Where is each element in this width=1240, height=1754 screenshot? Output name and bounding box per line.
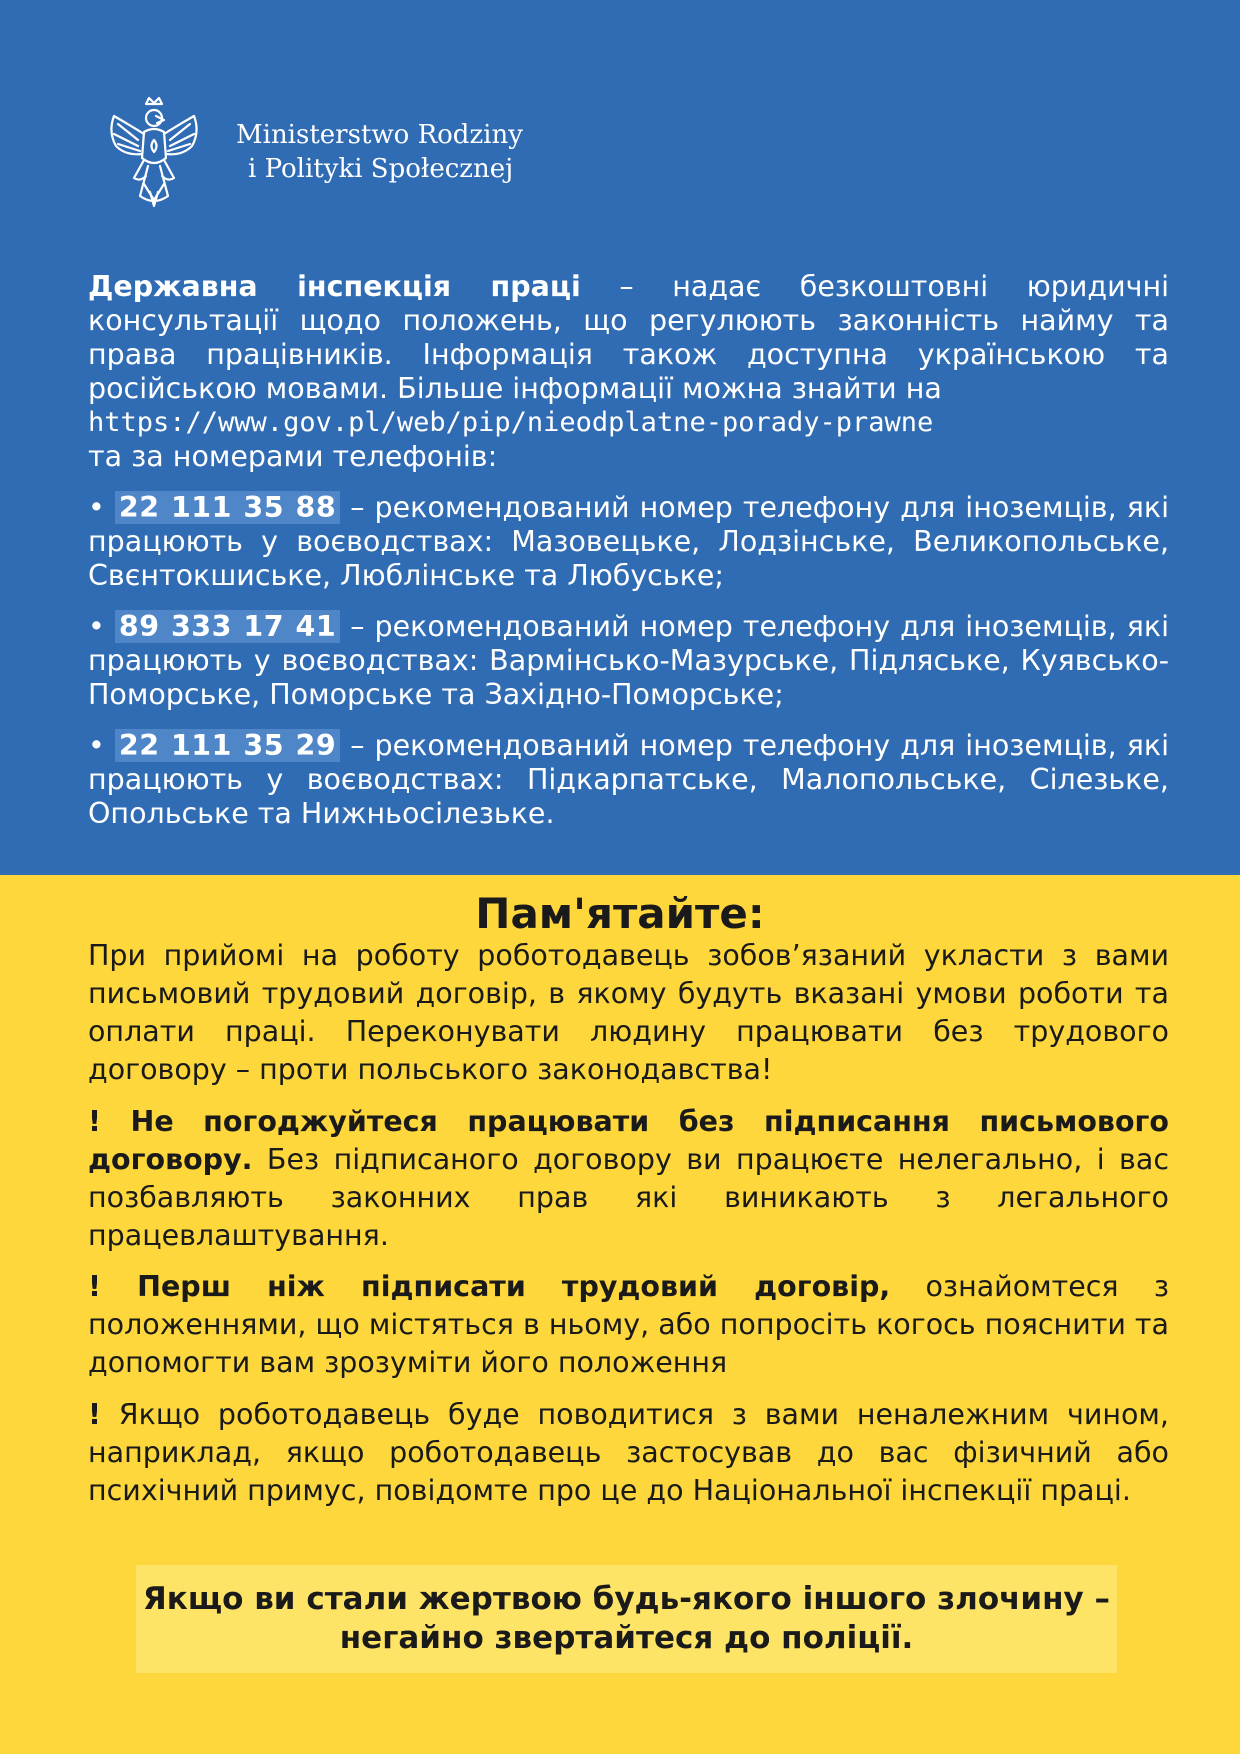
police-notice-box bbox=[136, 1565, 1117, 1673]
info-section-blue bbox=[0, 0, 1240, 875]
bullet: • bbox=[88, 729, 105, 762]
police-notice-line1: Якщо ви стали жертвою будь-якого іншого злочину – bbox=[142, 1581, 1111, 1617]
warning-text: Якщо роботодавець буде поводитися з вами неналежним чином, наприклад, якщо роботодавець застосував до вас фізичний або психічний примус, повідомте про це до Національної інспекції праці. bbox=[88, 1398, 1169, 1507]
remember-paragraph: При прийомі на роботу роботодавець зобов’язаний укласти з вами письмовий трудовий договір, в якому будуть вказані умови роботи та оплати праці. Переконувати людину працювати без трудового договору – проти польського законодавства! bbox=[88, 939, 1169, 1086]
warning-text: Без підписаного договору ви працюєте нелегально, і вас позбавляють законних прав які виникають з легального працевлаштування. bbox=[88, 1143, 1169, 1252]
intro-tail: та за номерами телефонів: bbox=[88, 440, 498, 473]
phone-item bbox=[88, 491, 1169, 593]
ministry-name bbox=[236, 118, 523, 186]
bullet: • bbox=[88, 491, 105, 524]
phone-number[interactable]: 22 111 35 88 bbox=[115, 491, 340, 524]
phone-number[interactable]: 89 333 17 41 bbox=[115, 610, 340, 643]
police-notice-line2: негайно звертайтеся до поліції. bbox=[339, 1620, 914, 1656]
intro-bold: Державна інспекція праці bbox=[88, 270, 581, 303]
intro-text: – надає безкоштовні юридичні консультації щодо положень, що регулюють законність найму та права працівників. Інформація також доступна українською та російською мовами. Більше інформації можна знайти на bbox=[88, 270, 1170, 405]
warning-text: ознайомтеся з положеннями, що містяться в ньому, або попросіть когось пояснити та допомогти вам зрозуміти його положення bbox=[88, 1270, 1169, 1379]
intro-paragraph bbox=[88, 270, 1169, 474]
phone-description: – рекомендований номер телефону для іноземців, які працюють у воєводствах: Вармінсько-Мазурське, Підляське, Куявсько-Поморське, Поморське та Західно-Поморське; bbox=[88, 610, 1169, 711]
warning-item bbox=[88, 1268, 1169, 1382]
phone-item bbox=[88, 610, 1169, 712]
remember-title: Пам'ятайте: bbox=[475, 889, 765, 938]
bullet: • bbox=[88, 610, 105, 643]
polish-eagle-emblem-icon bbox=[100, 96, 208, 208]
ministry-name-line1: Ministerstwo Rodziny bbox=[236, 120, 523, 150]
warning-bold: ! bbox=[88, 1398, 101, 1431]
phone-item bbox=[88, 729, 1169, 831]
warning-bold: ! Перш ніж підписати трудовий договір, bbox=[88, 1270, 891, 1303]
warning-bold: ! Не погоджуйтеся працювати без підписання письмового договору. bbox=[88, 1105, 1169, 1176]
phone-number[interactable]: 22 111 35 29 bbox=[115, 729, 340, 762]
pip-website-link[interactable]: https://www.gov.pl/web/pip/nieodplatne-porady-prawne bbox=[88, 407, 934, 438]
ministry-name-line2: i Polityki Społecznej bbox=[248, 154, 514, 184]
phone-description: – рекомендований номер телефону для іноземців, які працюють у воєводствах: Підкарпатське, Малопольське, Сілезьке, Опольське та Нижньосілезьке. bbox=[88, 729, 1169, 830]
phone-description: – рекомендований номер телефону для іноземців, які працюють у воєводствах: Мазовецьке, Лодзінське, Великопольське, Свєнтокшиське, Люблінське та Любуське; bbox=[88, 491, 1169, 592]
warning-item bbox=[88, 1396, 1169, 1510]
warning-item bbox=[88, 1103, 1169, 1255]
